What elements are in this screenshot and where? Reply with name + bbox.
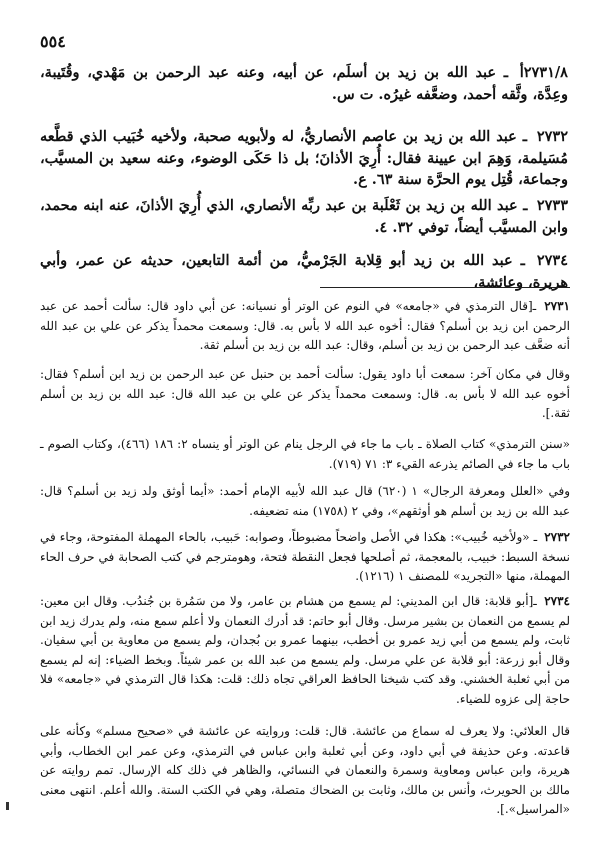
entry-text: ـ عبد الله بن زيد بن ثَعْلَبة بن عبد ربِّه الأنصاري، الذي أُرِيَ الأذانَ، عنه ابنه محمد، وابن المسيَّب أيضاً، توفي ٣٢. ٤. [40,197,568,236]
footnote-text: ـ «ولأخيه خُبيب»: هكذا في الأصل واضحاً مضبوطاً، وصوابه: حَبيب، بالحاء المهملة المفتوحة، وجاء في نسخة السبط: خبيب، بالمعجمة، ثم أصلحها فجعل النقطة فتحة، وهومترجم في كتب الصحابة في حرف الحاء المهملة، منها «التجريد» للمصنف ١ (١٢١٦). [40,530,571,584]
entry-2733 [40,195,568,238]
footnote-2734 [40,592,570,710]
entry-number: ٢٧٣٤ [536,252,568,269]
footnote-number: ٢٧٣٤ [544,594,570,608]
footnote-2731-continued [40,365,570,424]
entry-text: ـ عبد الله بن زيد أبو قِلابة الجَرْميُّ، من أئمة التابعين، حديثه عن عمر، وأبي هريرة، وعائشة، [40,252,568,291]
footnote-2731-source [40,435,570,474]
footnote-text: ـ[أبو قلابة: قال ابن المديني: لم يسمع من هشام بن عامر، ولا من سَمُرة بن جُندُب. وقال ابن معين: لم يسمع من النعمان بن بشير مرسل. وقال أبو حاتم: قد أدرك النعمان ولا أعلم سمع منه، ولم يدرك زيد ابن ثابت، ولم يسمع من أبي زيد عمرو بن أخطب، بينهما عمرو بن بُجدان، ولم يسمع من معاوية بن أبي سفيان. وقال أبو زرعة: أبو قلابة عن علي مرسل. ولم يسمع من عبد الله بن عمر شيئاً. وبخط الضياء: إنه لم يسمع من أبي ثعلبة الخشني. وقد كتب شيخنا الحافظ العراقي تجاه ذلك: قلت: هكذا قال الترمذي في «جامعه» فلا حاجة إلى عزوه للضياء. [40,594,570,706]
entry-number: ٢٧٣١/٨أ [519,64,568,81]
entry-number: ٢٧٣٣ [536,197,568,214]
entry-text: ـ عبد الله بن زيد بن أسلَم، عن أبيه، وعنه عبد الرحمن بن مَهْدي، وقُتَيبة، وعِدَّة، وثَّقه أحمد، وضعَّفه غيرُه. ت س. [40,64,568,103]
footnote-number: ٢٧٣٢ [544,530,570,544]
footnote-2731-ilal [40,482,570,521]
footnote-text: قال العلائي: ولا يعرف له سماع من عائشة. قال: قلت: وروايته عن عائشة في «صحيح مسلم» وكأنه على قاعدته. وعن حذيفة في أبي داود، وعن أبي ثعلبة وابن عباس في الترمذي، وعن عمر ابن الخطاب، وأبي هريرة، وابن عباس ومعاوية وسمرة والنعمان في النسائي، والظاهر في ذلك كله الإرسال. تمم روايته عن مالك بن الحويرث، وأنس بن مالك، وثابت بن الضحاك متصلة، وهي في الكتب الستة. والله أعلم. انتهى معنى «المراسيل».]. [40,724,570,817]
entry-2732 [40,126,568,191]
footnote-text: وقال في مكان آخر: سمعت أبا داود يقول: سألت أحمد بن حنبل عن عبد الرحمن بن زيد ابن أسلم؟ فقال: أخوه عبد الله لا بأس به. قال: وسمعت محمداً يذكر عن علي بن عبد الله قال: عبد الله بن زيد بن أسلم ثقة.]. [40,367,570,421]
footnote-2734-continued [40,722,570,820]
footnote-text: «سنن الترمذي» كتاب الصلاة ـ باب ما جاء في الرجل ينام عن الوتر أو ينساه ٢: ١٨٦ (٤٦٦)، وكتاب الصوم ـ باب ما جاء في الصائم يذرعه القيء ٣: ٧١ (٧١٩). [40,437,571,471]
margin-mark [6,802,9,810]
entry-number: ٢٧٣٢ [536,128,568,145]
footnote-text: وفي «العلل ومعرفة الرجال» ١ (٦٢٠) قال عبد الله لأبيه الإمام أحمد: «أيما أوثق ولد زيد بن أسلم؟ قال: عبد الله بن زيد بن أسلم هو أوثقهم»، وفي ٢ (١٧٥٨) منه تضعيفه. [40,484,571,518]
page-number: ٥٥٤ [40,32,66,51]
footnote-number: ٢٧٣١ [544,299,570,313]
entry-2731 [40,62,568,105]
footnote-2732 [40,528,570,587]
footnote-text: ـ[قال الترمذي في «جامعه» في النوم عن الوتر أو نسيانه: عن أبي داود قال: سألت أحمد عن عبد الرحمن ابن زيد بن أسلم؟ فقال: أخوه عبد الله لا بأس به. قال: وسمعت محمداً يذكر عن علي بن عبد الله أنه ضعَّف عبد الرحمن بن زيد بن أسلم، وقال: عبد الله بن زيد بن أسلم ثقة. [40,299,570,353]
footnote-2731 [40,297,570,356]
footnote-divider [320,287,570,288]
entry-text: ـ عبد الله بن زيد بن عاصم الأنصاريُّ، له ولأبويه صحبة، ولأخيه خُبَيب الذي قطَّعه مُسَيلمة، وَهِمَ ابن عيينة فقال: أُرِيَ الأذانَ؛ بل ذا حَكَى الوضوء، وعنه سعيد بن المسيَّب، وجماعة، قُتِل يوم الحرَّة سنة ٦٣. ع. [40,128,568,188]
